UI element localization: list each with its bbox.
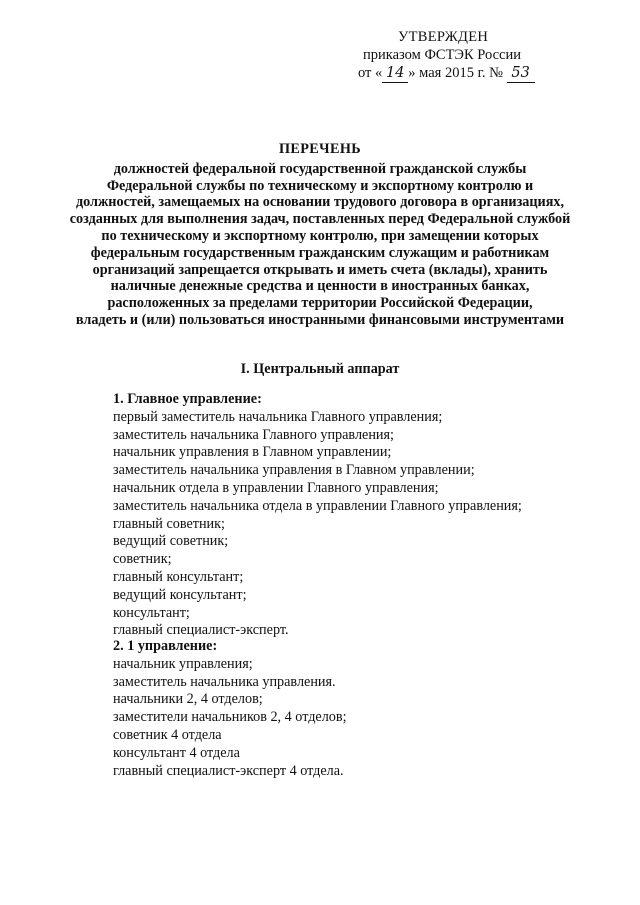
list-item: начальник отдела в управлении Главного управления; bbox=[113, 479, 439, 496]
list-item: заместитель начальника Главного управления; bbox=[113, 426, 394, 443]
list-item: заместитель начальника управления в Главном управлении; bbox=[113, 462, 475, 479]
list-item: первый заместитель начальника Главного управления; bbox=[113, 408, 443, 425]
heading-line: владеть и (или) пользоваться иностранными финансовыми инструментами bbox=[75, 311, 565, 328]
list-item: главный специалист-эксперт 4 отдела. bbox=[113, 762, 344, 779]
list-item: начальник управления; bbox=[113, 655, 253, 672]
heading-line: по техническому и экспортному контролю, при замещении которых bbox=[101, 227, 539, 244]
list-item: ведущий советник; bbox=[113, 533, 229, 550]
list-item: начальники 2, 4 отделов; bbox=[113, 691, 263, 708]
position-group bbox=[113, 638, 613, 780]
group-title: 1. Главное управление: bbox=[113, 391, 262, 407]
list-item: главный консультант; bbox=[113, 568, 244, 585]
approval-number-handwritten: 53 bbox=[507, 64, 535, 83]
list-item: ведущий консультант; bbox=[113, 586, 247, 603]
heading-line: должностей, замещаемых на основании трудового договора в организациях, bbox=[75, 194, 565, 211]
list-item: советник; bbox=[113, 551, 172, 568]
list-item: заместитель начальника отдела в управлении Главного управления; bbox=[113, 497, 522, 514]
list-item: советник 4 отдела bbox=[113, 726, 222, 743]
heading-line: федеральным государственным гражданским служащим и работникам bbox=[90, 244, 550, 261]
list-item: заместители начальников 2, 4 отделов; bbox=[113, 709, 347, 726]
heading-line: Федеральной службы по техническому и экспортному контролю и bbox=[106, 177, 534, 194]
section-title: I. Центральный аппарат bbox=[240, 361, 400, 377]
approval-date-prefix: от « bbox=[358, 65, 383, 81]
group-title: 2. 1 управление: bbox=[113, 638, 218, 654]
approval-status: УТВЕРЖДЕН bbox=[398, 29, 489, 45]
list-item: консультант; bbox=[113, 604, 190, 621]
document-heading bbox=[40, 141, 600, 329]
heading-line: расположенных за пределами территории Российской Федерации, bbox=[107, 295, 533, 312]
list-item: начальник управления в Главном управлении; bbox=[113, 444, 392, 461]
list-item: главный специалист-эксперт. bbox=[113, 622, 289, 639]
approval-date-line bbox=[358, 64, 628, 83]
approval-date-middle: » мая 2015 г. № bbox=[408, 65, 503, 81]
approval-order: приказом ФСТЭК России bbox=[363, 47, 522, 63]
heading-line: созданных для выполнения задач, поставленных перед Федеральной службой bbox=[69, 211, 571, 228]
approval-day-handwritten: 14 bbox=[382, 64, 408, 83]
heading-line: наличные денежные средства и ценности в иностранных банках, bbox=[110, 278, 530, 295]
position-group bbox=[113, 391, 613, 640]
heading-line: организаций запрещается открывать и иметь счета (вклады), хранить bbox=[92, 261, 548, 278]
list-item: главный советник; bbox=[113, 515, 225, 532]
heading-line: должностей федеральной государственной гражданской службы bbox=[113, 160, 527, 177]
list-item: консультант 4 отдела bbox=[113, 744, 240, 761]
list-item: заместитель начальника управления. bbox=[113, 673, 336, 690]
approval-stamp bbox=[358, 28, 628, 83]
document-title: ПЕРЕЧЕНЬ bbox=[278, 141, 362, 157]
